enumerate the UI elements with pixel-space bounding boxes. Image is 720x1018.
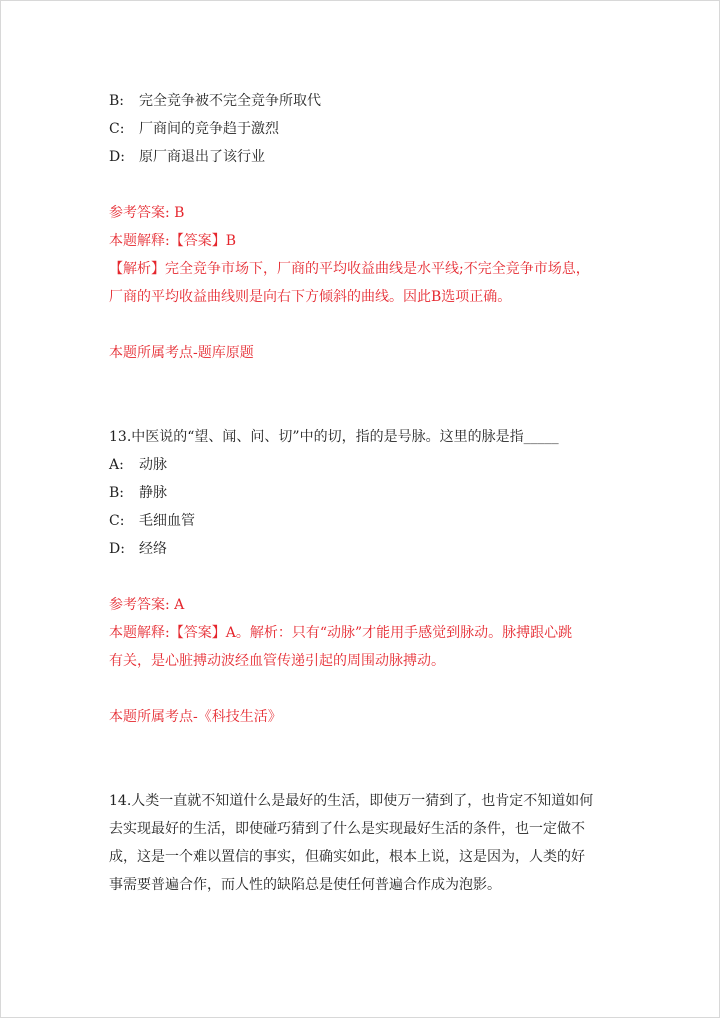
q13-explanation-line-2: 有关，是心脏搏动波经血管传递引起的周围动脉搏动。 <box>109 653 445 669</box>
q13-topic: 本题所属考点-《科技生活》 <box>109 709 282 725</box>
option-key: D: <box>109 149 125 165</box>
q13-option-c <box>109 507 614 535</box>
q12-answer: 参考答案: B <box>109 205 185 221</box>
option-text: 厂商间的竞争趋于激烈 <box>139 121 279 137</box>
option-text: 原厂商退出了该行业 <box>139 149 265 165</box>
q13-question: 13.中医说的“望、闻、问、切”中的切，指的是号脉。这里的脉是指_____ <box>109 429 559 445</box>
option-text: 静脉 <box>139 485 167 501</box>
option-key: C: <box>109 513 125 529</box>
spacer <box>109 731 614 787</box>
q12-topic: 本题所属考点-题库原题 <box>109 345 254 361</box>
q14-question-line-3: 成，这是一个难以置信的事实，但确实如此，根本上说，这是因为，人类的好 <box>109 849 585 865</box>
spacer <box>109 367 614 423</box>
q12-explanation-label: 本题解释:【答案】B <box>109 233 237 249</box>
q12-option-c <box>109 115 614 143</box>
q12-explanation-line-2: 厂商的平均收益曲线则是向右下方倾斜的曲线。因此B选项正确。 <box>109 289 512 305</box>
q12-option-b <box>109 87 614 115</box>
option-key: A: <box>109 457 124 473</box>
option-key: B: <box>109 485 125 501</box>
q13-option-d <box>109 535 614 563</box>
q14-question-line-1: 14.人类一直就不知道什么是最好的生活，即使万一猜到了，也肯定不知道如何 <box>109 793 594 809</box>
q12-option-d <box>109 143 614 171</box>
option-key: B: <box>109 93 125 109</box>
option-key: C: <box>109 121 125 137</box>
option-text: 完全竞争被不完全竞争所取代 <box>139 93 321 109</box>
option-text: 动脉 <box>139 457 167 473</box>
q13-explanation-line-1: 本题解释:【答案】A。解析：只有“动脉”才能用手感觉到脉动。脉搏跟心跳 <box>109 625 573 641</box>
q14-question-line-4: 事需要普遍合作，而人性的缺陷总是使任何普遍合作成为泡影。 <box>109 877 501 893</box>
q12-explanation-line-1: 【解析】完全竞争市场下，厂商的平均收益曲线是水平线;不完全竞争市场息， <box>109 261 590 277</box>
spacer <box>109 171 614 199</box>
q14-question-line-2: 去实现最好的生活，即使碰巧猜到了什么是实现最好生活的条件，也一定做不 <box>109 821 585 837</box>
spacer <box>109 563 614 591</box>
q13-option-b <box>109 479 614 507</box>
option-key: D: <box>109 541 125 557</box>
spacer <box>109 311 614 339</box>
option-text: 毛细血管 <box>139 513 195 529</box>
q13-option-a <box>109 451 614 479</box>
option-text: 经络 <box>139 541 167 557</box>
document-content <box>109 87 614 899</box>
q13-answer: 参考答案: A <box>109 597 185 613</box>
spacer <box>109 675 614 703</box>
